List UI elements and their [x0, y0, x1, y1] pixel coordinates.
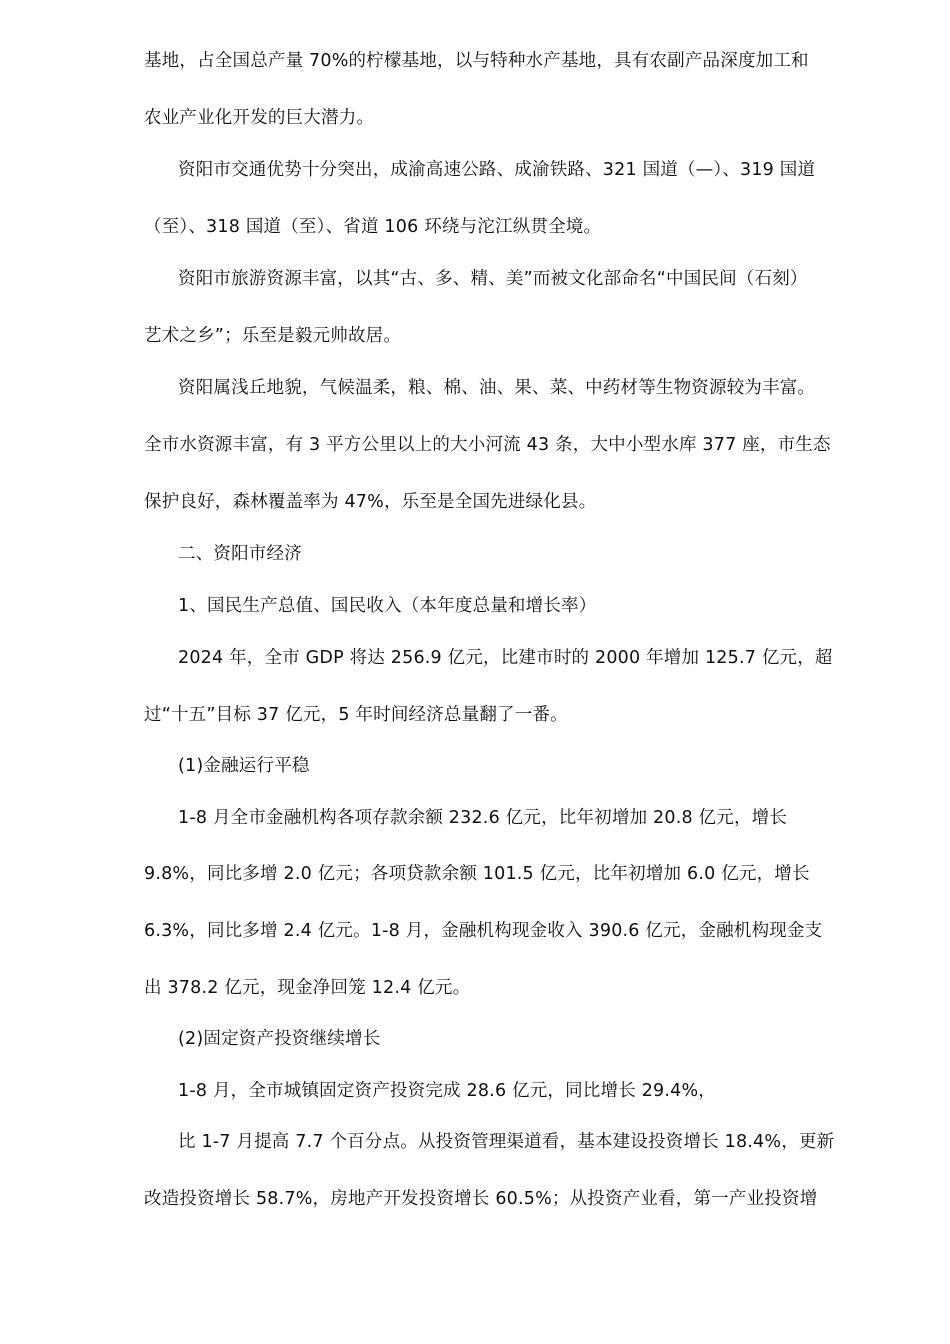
- text-line: 2024 年，全市 GDP 将达 256.9 亿元，比建市时的 2000 年增加 125.7 亿元，超: [178, 648, 833, 668]
- text-line: 资阳市交通优势十分突出，成渝高速公路、成渝铁路、321 国道（—）、319 国道: [178, 160, 816, 180]
- text-line: 基地，占全国总产量 70%的柠檬基地，以与特种水产基地，具有农副产品深度加工和: [144, 51, 809, 71]
- text-line: 1-8 月全市金融机构各项存款余额 232.6 亿元，比年初增加 20.8 亿元，增长: [178, 808, 788, 828]
- text-line: 保护良好，森林覆盖率为 47%，乐至是全国先进绿化县。: [144, 492, 597, 512]
- subsection-heading: (2)固定资产投资继续增长: [178, 1029, 381, 1049]
- text-line: 9.8%，同比多增 2.0 亿元；各项贷款余额 101.5 亿元，比年初增加 6.0 亿元，增长: [144, 864, 810, 884]
- text-line: 出 378.2 亿元，现金净回笼 12.4 亿元。: [144, 978, 471, 998]
- text-line: 全市水资源丰富，有 3 平方公里以上的大小河流 43 条，大中小型水库 377 座，市生态: [144, 435, 831, 455]
- text-line: 1-8 月，全市城镇固定资产投资完成 28.6 亿元，同比增长 29.4%，: [178, 1081, 716, 1101]
- section-heading: 二、资阳市经济: [178, 544, 302, 564]
- text-line: 艺术之乡”；乐至是毅元帅故居。: [144, 326, 402, 346]
- text-line: 农业产业化开发的巨大潜力。: [144, 108, 375, 128]
- subsection-heading: (1)金融运行平稳: [178, 756, 310, 776]
- text-line: 资阳属浅丘地貌，气候温柔，粮、棉、油、果、菜、中药材等生物资源较为丰富。: [178, 378, 816, 398]
- text-line: 改造投资增长 58.7%，房地产开发投资增长 60.5%；从投资产业看，第一产业投资增: [144, 1189, 818, 1209]
- text-line: 资阳市旅游资源丰富，以其“古、多、精、美”而被文化部命名“中国民间（石刻）: [178, 269, 808, 289]
- subsection-heading: 1、国民生产总值、国民收入（本年度总量和增长率）: [178, 596, 597, 616]
- text-line: 过“十五”目标 37 亿元，5 年时间经济总量翻了一番。: [144, 705, 568, 725]
- text-line: （至）、318 国道（至）、省道 106 环绕与沱江纵贯全境。: [144, 217, 602, 237]
- text-line: 比 1-7 月提高 7.7 个百分点。从投资管理渠道看，基本建设投资增长 18.4%，更新: [178, 1132, 835, 1152]
- text-line: 6.3%，同比多增 2.4 亿元。1-8 月，金融机构现金收入 390.6 亿元，金融机构现金支: [144, 921, 823, 941]
